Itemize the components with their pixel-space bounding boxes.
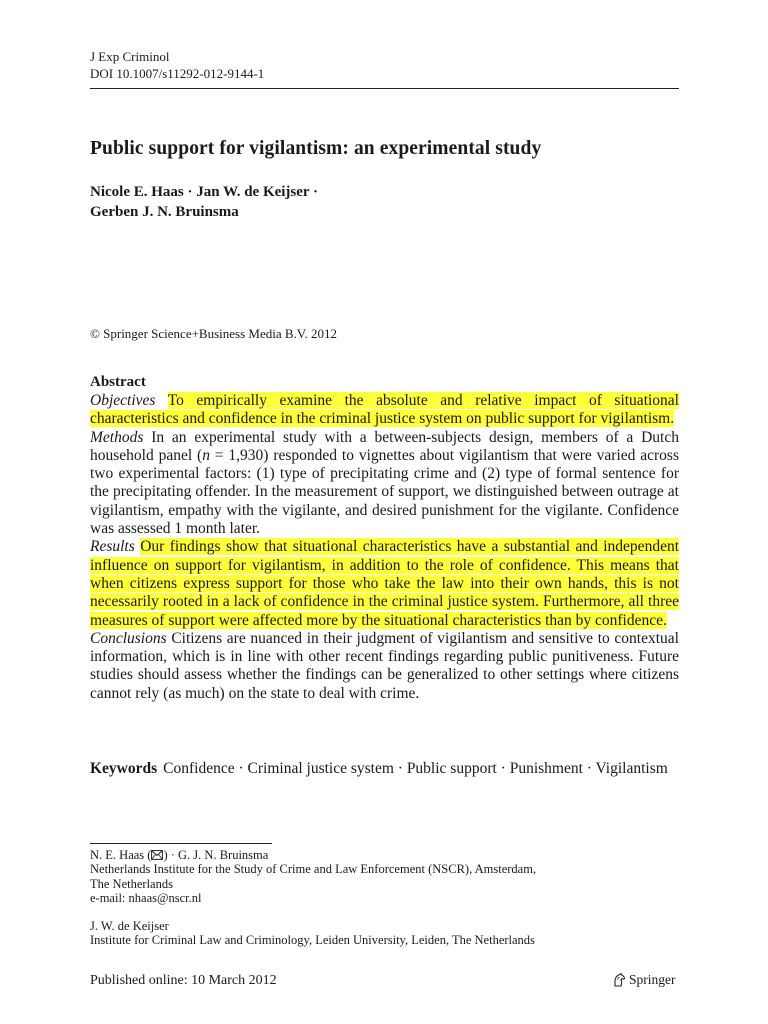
doi[interactable]: DOI 10.1007/s11292-012-9144-1 [90,66,265,81]
objectives-text: To empirically examine the absolute and relative impact of situational characteristics and confidence in the criminal justice system on public support for vigilantism. [90,392,679,428]
springer-logo [612,972,676,988]
methods-label: Methods [90,428,144,446]
authors-line-1: Nicole E. Haas · Jan W. de Keijser · [90,184,319,200]
paper-title: Public support for vigilantism: an experimental study [90,138,542,159]
published-date: Published online: 10 March 2012 [90,973,277,988]
footnote-authors [90,848,536,862]
methods-text-b: = 1,930) responded to vignettes about vigilantism that were varied across two experimental factors: (1) type of precipitating crime and (2) type of formal sentence for the precipitating offender. In the measurement of support, we distinguished between outrage at vigilantism, empathy with the vigilante, and desired punishment for the vigilante. Confidence was assessed 1 month later. [90,446,679,538]
header-rule [90,88,679,89]
copyright [90,326,337,342]
footnote-affiliation-2 [90,919,535,948]
conclusions-text: Citizens are nuanced in their judgment of vigilantism and sensitive to contextual information, which is in line with other recent findings regarding public punitiveness. Future studies should assess whether the findings can be generalized to other settings where citizens cannot rely (as much) on the state to deal with crime. [90,629,679,702]
footnote-author-bruinsma: ) · G. J. N. Bruinsma [163,848,269,862]
footnote-affiliation-1 [90,848,536,905]
springer-horse-icon [612,973,626,987]
abstract-methods [90,429,679,539]
abstract-body [90,392,679,703]
methods-text-a: In an experimental study with a between-subjects design, members of a Dutch household panel ( [90,428,679,464]
footnote-institute-leiden: Institute for Criminal Law and Criminology, Leiden University, Leiden, The Netherlands [90,933,535,948]
copyright-text: Springer Science+Business Media B.V. 2012 [103,326,337,341]
abstract-objectives [90,392,679,429]
objectives-label: Objectives [90,392,156,409]
envelope-icon [151,850,163,860]
footnote-rule [90,843,272,844]
results-label: Results [90,538,135,556]
copyright-icon: © [90,326,100,341]
authors-line-2: Gerben J. N. Bruinsma [90,204,239,220]
keywords [90,760,679,778]
journal-name: J Exp Criminol [90,49,170,64]
methods-n: n [202,446,210,464]
abstract-results [90,538,679,629]
springer-wordmark: Springer [629,972,676,987]
footnote-author-de-keijser: J. W. de Keijser [90,919,169,933]
footnote-country: The Netherlands [90,876,173,891]
keywords-label: Keywords [90,760,158,777]
conclusions-label: Conclusions [90,629,167,647]
footnote-email[interactable]: e-mail: nhaas@nscr.nl [90,890,202,905]
abstract-heading: Abstract [90,374,146,390]
footnote-institute-nscr: Netherlands Institute for the Study of Crime and Law Enforcement (NSCR), Amsterdam, [90,862,537,877]
results-text: Our findings show that situational characteristics have a substantial and independent influence on support for vigilantism, in addition to the role of confidence. This means that when citizens express support for those who take the law into their own hands, this is not necessarily rooted in a lack of confidence in the criminal justice system. Furthermore, all three measures of support were affected more by the situational characteristics than by confidence. [90,538,679,629]
abstract-conclusions [90,630,679,703]
keywords-list: Confidence · Criminal justice system · Public support · Punishment · Vigilantism [163,760,668,777]
footnote-author-haas: N. E. Haas ( [90,848,152,862]
authors [90,182,318,222]
